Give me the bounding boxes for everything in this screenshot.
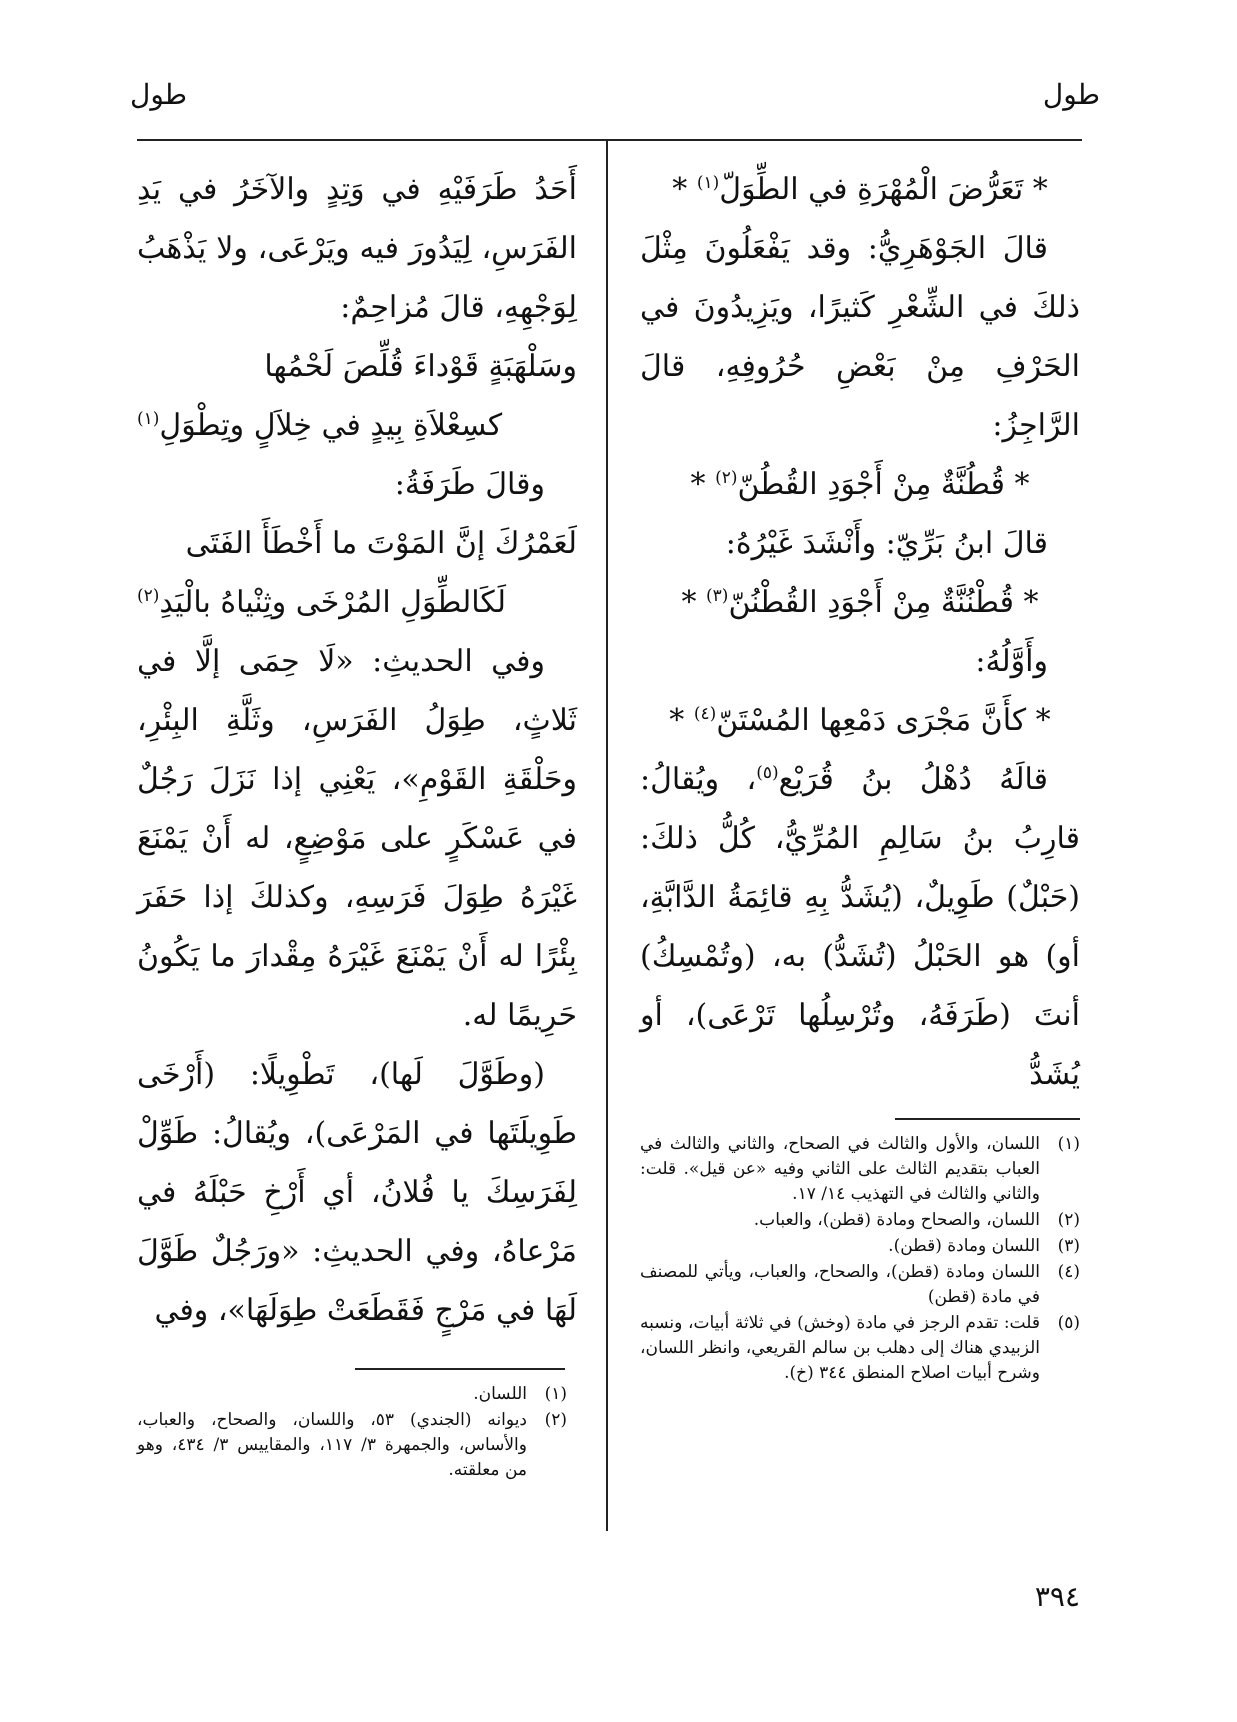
footnote xyxy=(640,1234,1080,1259)
footnote-text: اللسان، والصحاح ومادة (قطن)، والعباب. xyxy=(753,1210,1040,1230)
footnote xyxy=(640,1132,1080,1207)
footnote-number: (٢) xyxy=(544,1410,567,1430)
running-header-right: طول xyxy=(1042,78,1100,111)
footnote-ref: (٢) xyxy=(715,468,738,488)
footnote-ref: (٢) xyxy=(137,586,160,606)
paragraph: وفي الحديثِ: «لَا حِمَى إلَّا في ثَلاثٍ، طِوَلُ الفَرَسِ، وثَلَّةِ البِئْرِ، وحَلْقَةِ القَوْمِ»، يَعْنِي إذا نَزَلَ رَجُلٌ في عَسْكَرٍ على مَوْضِعٍ، له أَنْ يَمْنَعَ غَيْرَهُ طِوَلَ فَرَسِهِ، وكذلكَ إذا حَفَرَ بِئْرًا له أَنْ يَمْنَعَ غَيْرَهُ مِقْدارَ ما يَكُونُ حَرِيمًا له. xyxy=(137,644,577,1033)
footnote-number: (١) xyxy=(544,1384,567,1404)
footnote-number: (٥) xyxy=(1057,1313,1080,1333)
footnote-ref: (٤) xyxy=(693,704,717,724)
footnote-text: اللسان، والأول والثالث في الصحاح، والثاني والثالث في العباب بتقديم الثالث على الثاني وفيه «عن قيل». قلت: والثاني والثالث في التهذيب ١٤/ ١٧. xyxy=(640,1134,1040,1204)
footnote xyxy=(640,1208,1080,1233)
footnote-text: اللسان. xyxy=(473,1384,527,1404)
verse-line: * قُطُنَّةٌ مِنْ أَجْوَدِ القُطُنّ$^{(٢)}$ * xyxy=(690,467,1030,502)
footnote-ref: (١) xyxy=(696,173,720,193)
paragraph: (وطَوَّلَ لَها)، تَطْوِيلًا: (أَرْخَى طَوِيلَتَها في المَرْعَى)، ويُقالُ: طَوِّلْ لِفَرَسِكَ يا فُلانُ، أي أَرْخِ حَبْلَهُ في مَرْعاهُ، وفي الحديثِ: «ورَجُلٌ طَوَّلَ لَهَا في مَرْجٍ فَقَطَعَتْ طِوَلَهَا»، وفي xyxy=(137,1057,577,1328)
footnote-number: (٢) xyxy=(1057,1210,1080,1230)
poem-hemistich: لَكَالطِّوَلِ المُرْخَى وثِنْياهُ بالْيَدِ$^{(٢)}$ xyxy=(137,585,507,620)
verse-line: * قُطْنُنَّةٌ مِنْ أَجْوَدِ القُطْنُنّ$^{(٣)}$ * xyxy=(681,585,1039,620)
paragraph: وأَوَّلُهُ: xyxy=(975,644,1048,679)
footnote xyxy=(137,1382,567,1407)
poem-hemistich: لَعَمْرُكَ إنَّ المَوْتَ ما أَخْطَأَ الفَتَى xyxy=(185,526,577,561)
footnote-rule-right xyxy=(895,1118,1080,1120)
paragraph: أَحَدُ طَرَفَيْهِ في وَتِدٍ والآخَرُ في يَدِ الفَرَسِ، لِيَدُورَ فيه ويَرْعَى، ولا يَذْهَبُ لِوَجْهِهِ، قالَ مُزاحِمٌ: xyxy=(137,172,577,325)
footnote-ref: (١) xyxy=(137,409,160,429)
footnotes-left xyxy=(137,1382,567,1484)
right-column xyxy=(640,160,1080,1104)
footnote-text: اللسان ومادة (قطن). xyxy=(888,1236,1040,1256)
footnote-ref: (٥) xyxy=(756,763,779,783)
footnote-text: اللسان ومادة (قطن)، والصحاح، والعباب، ويأتي للمصنف في مادة (قطن) xyxy=(640,1262,1040,1307)
header-rule xyxy=(137,139,1082,141)
footnote-number: (٣) xyxy=(1057,1236,1080,1256)
footnote-text: قلت: تقدم الرجز في مادة (وخش) في ثلاثة أبيات، ونسبه الزبيدي هناك إلى دهلب بن سالم القريعي، وانظر اللسان، وشرح أبيات اصلاح المنطق ٣٤٤ (خ). xyxy=(640,1313,1040,1383)
footnote-ref: (٣) xyxy=(706,586,729,606)
running-header-left: طول xyxy=(130,78,188,111)
poem-hemistich: كسِعْلاَةِ بِيدٍ في خِلاَلٍ وتِطْوَلِ$^{(١)}$ xyxy=(137,408,503,443)
page-number: ٣٩٤ xyxy=(1034,1580,1080,1613)
paragraph: قالَهُ دُهْلُ بنُ قُرَيْع$^{(٥)}$، ويُقالُ: قارِبُ بنُ سَالِمِ المُرِّيُّ، كُلُّ ذلكَ: (حَبْلٌ) طَوِيلٌ، (يُشَدُّ بِهِ قائِمَةُ الدَّابَّةِ، أو) هو الحَبْلُ (تُشَدُّ) به، (وتُمْسِكُ) أنتَ (طَرَفَهُ، وتُرْسِلُها تَرْعَى)، أو يُشَدُّ xyxy=(640,762,1080,1092)
footnote-rule-left xyxy=(355,1368,565,1370)
paragraph: قالَ الجَوْهَرِيُّ: وقد يَفْعَلُونَ مِثْلَ ذلكَ في الشِّعْرِ كَثيرًا، ويَزِيدُونَ في الحَرْفِ مِنْ بَعْضِ حُرُوفِهِ، قالَ الرَّاجِزُ: xyxy=(640,231,1080,443)
footnote-text: ديوانه (الجندي) ٥٣، واللسان، والصحاح، والعباب، والأساس، والجمهرة ٣/ ١١٧، والمقاييس ٣/ ٤٣٤، وهو من معلقته. xyxy=(137,1410,527,1480)
paragraph: قالَ ابنُ بَرِّيّ: وأَنْشَدَ غَيْرُهُ: xyxy=(725,526,1048,561)
footnote xyxy=(640,1311,1080,1386)
column-divider xyxy=(606,141,608,1531)
footnote xyxy=(137,1408,567,1483)
poem-hemistich: وسَلْهَبَةٍ قَوْداءَ قُلِّصَ لَحْمُها xyxy=(264,349,577,384)
verse-line: * تَعَرُّضَ الْمُهْرَةِ في الطِّوَلّ$^{(١)}$ * xyxy=(672,172,1048,207)
footnote-number: (٤) xyxy=(1057,1262,1080,1282)
paragraph: وقالَ طَرَفَةُ: xyxy=(394,467,545,502)
footnote xyxy=(640,1260,1080,1310)
left-column xyxy=(137,160,577,1340)
verse-line: * كأَنَّ مَجْرَى دَمْعِها المُسْتَنّ$^{(٤)}$ * xyxy=(669,703,1051,738)
footnote-number: (١) xyxy=(1057,1134,1080,1154)
footnotes-right xyxy=(640,1132,1080,1387)
